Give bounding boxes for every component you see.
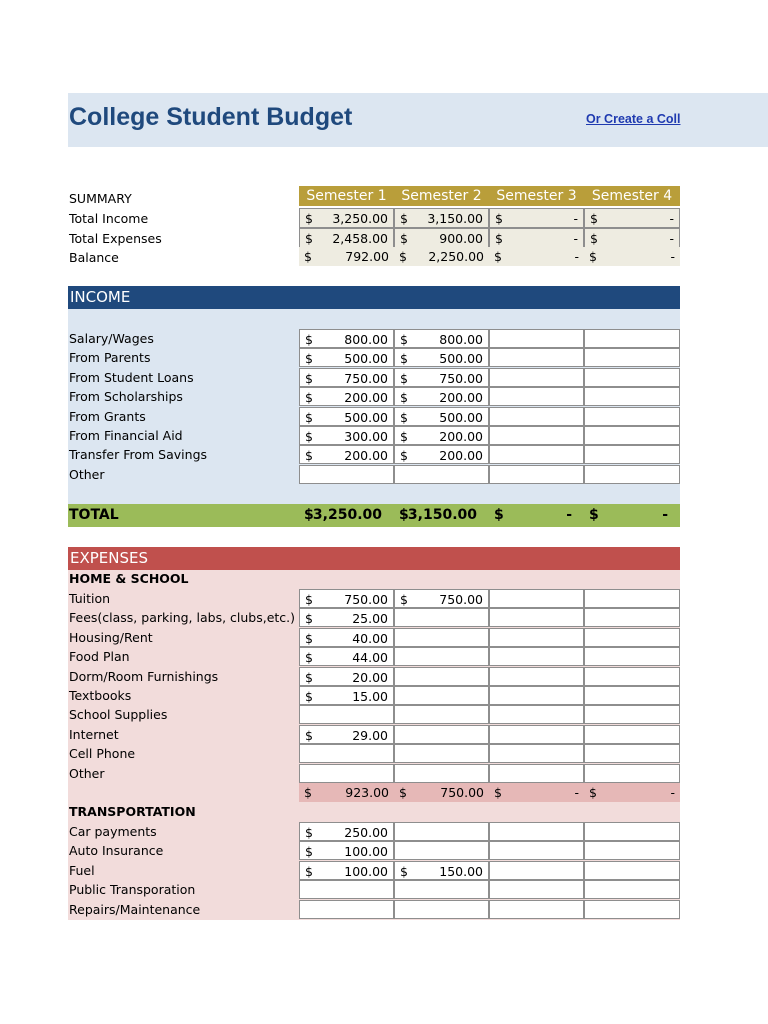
income-value: 500.00 — [439, 351, 483, 366]
income-row-label: From Financial Aid — [69, 428, 183, 443]
transport-cell[interactable] — [489, 861, 584, 880]
expense-cell[interactable] — [489, 686, 584, 705]
currency-symbol: $ — [495, 231, 503, 246]
summary-row-label: Total Income — [69, 211, 149, 226]
summary-cell[interactable] — [584, 208, 680, 228]
currency-symbol: $ — [589, 249, 597, 264]
income-cell[interactable] — [394, 329, 489, 348]
expense-cell[interactable] — [489, 764, 584, 783]
expense-value: 15.00 — [352, 689, 388, 704]
expense-value: 44.00 — [352, 650, 388, 665]
income-cell[interactable] — [489, 368, 584, 387]
income-cell[interactable] — [584, 407, 680, 426]
currency-symbol: $ — [400, 231, 408, 246]
summary-cell[interactable] — [489, 208, 584, 228]
expense-value: 750.00 — [439, 592, 483, 607]
summary-cell[interactable] — [489, 247, 584, 266]
income-cell[interactable] — [584, 387, 680, 406]
expense-value: 40.00 — [352, 631, 388, 646]
currency-symbol: $ — [400, 211, 408, 226]
semester-header-4: Semester 4 — [584, 186, 680, 206]
expense-cell[interactable] — [489, 667, 584, 686]
income-cell[interactable] — [394, 387, 489, 406]
income-value: 800.00 — [344, 332, 388, 347]
expense-row-label: Food Plan — [69, 649, 130, 664]
currency-symbol: $ — [400, 864, 408, 879]
income-cell[interactable] — [584, 465, 680, 484]
expense-cell[interactable] — [489, 705, 584, 724]
expense-value: 25.00 — [352, 611, 388, 626]
transport-cell[interactable] — [299, 861, 394, 880]
currency-symbol: $ — [400, 390, 408, 405]
currency-symbol: $ — [305, 429, 313, 444]
expense-cell[interactable] — [394, 589, 489, 608]
expenses-header: EXPENSES — [68, 547, 680, 570]
expense-subtotal-cell[interactable] — [394, 783, 489, 802]
transport-cell[interactable] — [394, 822, 489, 841]
transport-cell[interactable] — [299, 900, 394, 919]
currency-symbol: $ — [305, 351, 313, 366]
expense-cell[interactable] — [394, 628, 489, 647]
transport-cell[interactable] — [394, 841, 489, 860]
income-cell[interactable] — [584, 368, 680, 387]
expense-cell[interactable] — [299, 589, 394, 608]
summary-value: 792.00 — [345, 249, 389, 264]
income-cell[interactable] — [299, 387, 394, 406]
create-link[interactable]: Or Create a Coll — [586, 112, 681, 126]
currency-symbol: $ — [590, 211, 598, 226]
transport-row-label: Auto Insurance — [69, 843, 164, 858]
transport-cell[interactable] — [489, 841, 584, 860]
summary-value: 900.00 — [439, 231, 483, 246]
transport-value: 100.00 — [344, 864, 388, 879]
expense-cell[interactable] — [299, 744, 394, 763]
income-cell[interactable] — [299, 465, 394, 484]
currency-symbol: $ — [305, 390, 313, 405]
income-cell[interactable] — [584, 329, 680, 348]
income-total-value: - — [566, 507, 572, 523]
expense-row-label: Tuition — [69, 591, 111, 606]
expense-cell[interactable] — [584, 589, 680, 608]
income-cell[interactable] — [394, 445, 489, 464]
income-cell[interactable] — [489, 329, 584, 348]
transportation-heading: TRANSPORTATION — [69, 804, 196, 819]
currency-symbol: $ — [305, 689, 313, 704]
income-row-label: Transfer From Savings — [69, 447, 208, 462]
income-cell[interactable] — [394, 426, 489, 445]
currency-symbol: $ — [305, 728, 313, 743]
summary-row-label: Total Expenses — [69, 231, 162, 246]
income-value: 200.00 — [344, 390, 388, 405]
summary-value: 3,250.00 — [332, 211, 388, 226]
income-value: 200.00 — [439, 448, 483, 463]
currency-symbol: $ — [305, 371, 313, 386]
semester-header-3: Semester 3 — [489, 186, 584, 206]
income-total-cell[interactable] — [394, 506, 489, 525]
expense-cell[interactable] — [299, 667, 394, 686]
currency-symbol: $ — [400, 371, 408, 386]
expense-subtotal-cell[interactable] — [584, 783, 680, 802]
expense-row-label: Internet — [69, 727, 119, 742]
currency-symbol: $ — [590, 231, 598, 246]
summary-cell[interactable] — [299, 247, 394, 266]
summary-cell[interactable] — [394, 228, 489, 248]
page-title: College Student Budget — [69, 103, 353, 131]
currency-symbol: $ — [304, 507, 314, 523]
summary-cell[interactable] — [299, 208, 394, 228]
expense-subtotal-cell[interactable] — [299, 783, 394, 802]
currency-symbol: $ — [305, 332, 313, 347]
expense-subtotal-value: - — [670, 785, 675, 800]
income-value: 750.00 — [344, 371, 388, 386]
income-row-label: From Student Loans — [69, 370, 194, 385]
currency-symbol: $ — [399, 507, 409, 523]
summary-value: - — [669, 211, 674, 226]
expense-subtotal-value: 750.00 — [440, 785, 484, 800]
income-total-cell[interactable] — [584, 506, 680, 525]
income-cell[interactable] — [489, 387, 584, 406]
currency-symbol: $ — [400, 332, 408, 347]
currency-symbol: $ — [589, 785, 597, 800]
summary-cell[interactable] — [584, 247, 680, 266]
currency-symbol: $ — [400, 410, 408, 425]
expense-cell[interactable] — [584, 705, 680, 724]
income-cell[interactable] — [394, 348, 489, 367]
income-value: 300.00 — [344, 429, 388, 444]
income-total-value: - — [662, 507, 668, 523]
expense-row-label: Fees(class, parking, labs, clubs,etc.) — [69, 610, 296, 625]
semester-header-2: Semester 2 — [394, 186, 489, 206]
summary-value: - — [669, 231, 674, 246]
currency-symbol: $ — [589, 507, 599, 523]
expense-cell[interactable] — [299, 608, 394, 627]
transport-cell[interactable] — [584, 900, 680, 919]
expense-cell[interactable] — [584, 647, 680, 666]
income-header: INCOME — [68, 286, 680, 309]
income-total-value: 3,150.00 — [407, 507, 477, 523]
home-school-heading: HOME & SCHOOL — [69, 571, 189, 586]
income-cell[interactable] — [584, 426, 680, 445]
transport-row-label: Car payments — [69, 824, 157, 839]
expense-cell[interactable] — [584, 686, 680, 705]
expense-cell[interactable] — [299, 764, 394, 783]
expense-row-label: Cell Phone — [69, 746, 136, 761]
income-row-label: From Parents — [69, 350, 151, 365]
transport-value: 150.00 — [439, 864, 483, 879]
expense-cell[interactable] — [584, 725, 680, 744]
income-cell[interactable] — [394, 368, 489, 387]
currency-symbol: $ — [494, 507, 504, 523]
expense-cell[interactable] — [299, 647, 394, 666]
summary-row-label: Balance — [69, 250, 119, 265]
expense-cell[interactable] — [584, 744, 680, 763]
currency-symbol: $ — [305, 410, 313, 425]
income-cell[interactable] — [489, 445, 584, 464]
income-cell[interactable] — [489, 465, 584, 484]
expense-subtotal-value: - — [574, 785, 579, 800]
income-cell[interactable] — [489, 348, 584, 367]
summary-value: - — [574, 249, 579, 264]
transport-row-label: Repairs/Maintenance — [69, 902, 201, 917]
income-cell[interactable] — [299, 368, 394, 387]
income-cell[interactable] — [489, 426, 584, 445]
transport-cell[interactable] — [299, 822, 394, 841]
income-value: 750.00 — [439, 371, 483, 386]
transport-value: 250.00 — [344, 825, 388, 840]
currency-symbol: $ — [305, 211, 313, 226]
income-value: 500.00 — [344, 410, 388, 425]
expense-cell[interactable] — [394, 744, 489, 763]
summary-heading: SUMMARY — [69, 191, 132, 206]
income-row-label: Salary/Wages — [69, 331, 154, 346]
currency-symbol: $ — [304, 249, 312, 264]
expense-cell[interactable] — [394, 608, 489, 627]
expense-cell[interactable] — [489, 608, 584, 627]
currency-symbol: $ — [400, 429, 408, 444]
currency-symbol: $ — [305, 650, 313, 665]
summary-cell[interactable] — [299, 228, 394, 248]
expense-cell[interactable] — [299, 628, 394, 647]
income-cell[interactable] — [584, 445, 680, 464]
transport-cell[interactable] — [394, 900, 489, 919]
expense-subtotal-value: 923.00 — [345, 785, 389, 800]
expense-cell[interactable] — [489, 744, 584, 763]
transport-row-label: Fuel — [69, 863, 95, 878]
summary-value: 2,458.00 — [332, 231, 388, 246]
expense-cell[interactable] — [584, 667, 680, 686]
income-total-label: TOTAL — [69, 507, 119, 523]
income-cell[interactable] — [299, 407, 394, 426]
currency-symbol: $ — [494, 785, 502, 800]
income-value: 500.00 — [439, 410, 483, 425]
income-total-cell[interactable] — [489, 506, 584, 525]
income-value: 200.00 — [439, 429, 483, 444]
summary-value: 2,250.00 — [428, 249, 484, 264]
transport-cell[interactable] — [584, 861, 680, 880]
transport-cell[interactable] — [299, 841, 394, 860]
income-cell[interactable] — [394, 407, 489, 426]
expense-cell[interactable] — [394, 667, 489, 686]
currency-symbol: $ — [305, 844, 313, 859]
income-cell[interactable] — [299, 445, 394, 464]
income-value: 800.00 — [439, 332, 483, 347]
expense-row-label: School Supplies — [69, 707, 168, 722]
currency-symbol: $ — [305, 448, 313, 463]
expense-cell[interactable] — [394, 725, 489, 744]
expense-cell[interactable] — [489, 589, 584, 608]
income-cell[interactable] — [489, 407, 584, 426]
expense-cell[interactable] — [489, 647, 584, 666]
income-total-cell[interactable] — [299, 506, 394, 525]
summary-cell[interactable] — [489, 228, 584, 248]
expense-cell[interactable] — [584, 764, 680, 783]
expense-value: 20.00 — [352, 670, 388, 685]
summary-cell[interactable] — [584, 228, 680, 248]
semester-header-1: Semester 1 — [299, 186, 394, 206]
summary-cell[interactable] — [394, 208, 489, 228]
expense-cell[interactable] — [299, 705, 394, 724]
income-cell[interactable] — [299, 426, 394, 445]
expense-cell[interactable] — [584, 608, 680, 627]
currency-symbol: $ — [495, 211, 503, 226]
currency-symbol: $ — [400, 448, 408, 463]
currency-symbol: $ — [400, 592, 408, 607]
transport-cell[interactable] — [584, 822, 680, 841]
income-value: 500.00 — [344, 351, 388, 366]
currency-symbol: $ — [305, 670, 313, 685]
transport-value: 100.00 — [344, 844, 388, 859]
expense-cell[interactable] — [394, 764, 489, 783]
summary-value: - — [670, 249, 675, 264]
expense-cell[interactable] — [394, 647, 489, 666]
currency-symbol: $ — [305, 592, 313, 607]
expense-cell[interactable] — [394, 686, 489, 705]
currency-symbol: $ — [400, 351, 408, 366]
transport-cell[interactable] — [394, 861, 489, 880]
expense-row-label: Textbooks — [69, 688, 132, 703]
income-row-label: From Grants — [69, 409, 146, 424]
expense-cell[interactable] — [489, 725, 584, 744]
expense-value: 750.00 — [344, 592, 388, 607]
expense-row-label: Dorm/Room Furnishings — [69, 669, 219, 684]
income-cell[interactable] — [299, 348, 394, 367]
transport-cell[interactable] — [489, 900, 584, 919]
transport-cell[interactable] — [489, 880, 584, 899]
income-value: 200.00 — [439, 390, 483, 405]
summary-value: - — [573, 231, 578, 246]
income-cell[interactable] — [394, 465, 489, 484]
currency-symbol: $ — [399, 249, 407, 264]
summary-cell[interactable] — [394, 247, 489, 266]
expense-row-label: Housing/Rent — [69, 630, 153, 645]
income-cell[interactable] — [584, 348, 680, 367]
currency-symbol: $ — [305, 231, 313, 246]
transport-cell[interactable] — [489, 822, 584, 841]
expense-subtotal-cell[interactable] — [489, 783, 584, 802]
currency-symbol: $ — [305, 825, 313, 840]
transport-cell[interactable] — [299, 880, 394, 899]
income-value: 200.00 — [344, 448, 388, 463]
income-row-label: Other — [69, 467, 105, 482]
transport-cell[interactable] — [584, 841, 680, 860]
currency-symbol: $ — [399, 785, 407, 800]
expense-cell[interactable] — [299, 725, 394, 744]
expense-cell[interactable] — [584, 628, 680, 647]
expense-cell[interactable] — [489, 628, 584, 647]
income-row-label: From Scholarships — [69, 389, 183, 404]
currency-symbol: $ — [305, 864, 313, 879]
expense-cell[interactable] — [299, 686, 394, 705]
expense-row-label: Other — [69, 766, 105, 781]
transport-cell[interactable] — [584, 880, 680, 899]
summary-value: 3,150.00 — [427, 211, 483, 226]
expense-cell[interactable] — [394, 705, 489, 724]
title-bar — [68, 93, 768, 147]
transport-cell[interactable] — [394, 880, 489, 899]
expense-value: 29.00 — [352, 728, 388, 743]
transport-row-label: Public Transporation — [69, 882, 196, 897]
currency-symbol: $ — [304, 785, 312, 800]
income-cell[interactable] — [299, 329, 394, 348]
currency-symbol: $ — [305, 631, 313, 646]
currency-symbol: $ — [305, 611, 313, 626]
currency-symbol: $ — [494, 249, 502, 264]
summary-value: - — [573, 211, 578, 226]
income-total-value: 3,250.00 — [312, 507, 382, 523]
